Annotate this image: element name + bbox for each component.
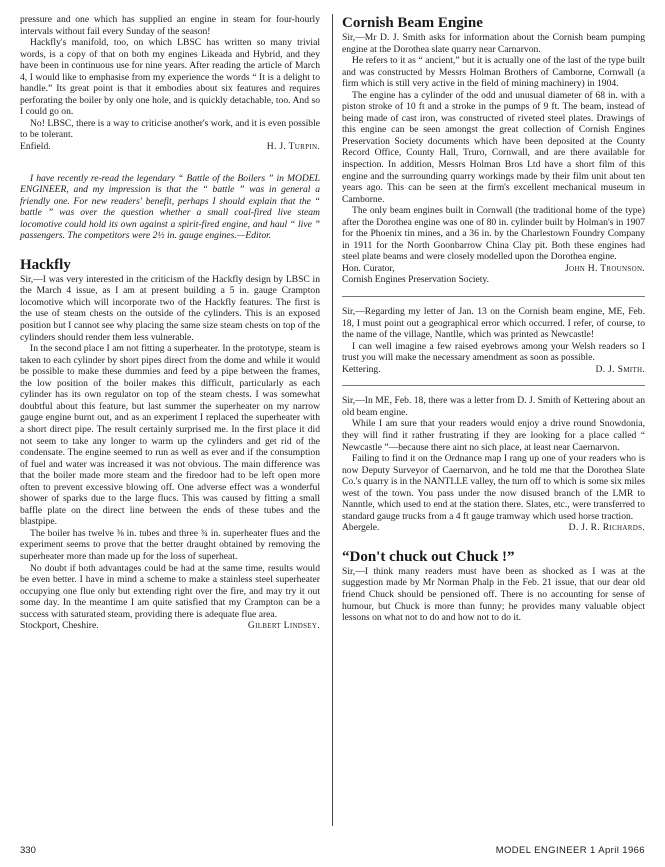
letter-place: Stockport, Cheshire. xyxy=(20,620,99,632)
section-heading-hackfly: Hackfly xyxy=(20,256,71,273)
richards-paragraph: While I am sure that your readers would enjoy a drive round Snowdonia, they will find it rather frustrating if they are looking for a place called “ Newcastle ”—because there aint no sich place, at least near Caernarvon. xyxy=(342,418,645,453)
hackfly-paragraph: Sir,—I was very interested in the criticism of the Hackfly design by LBSC in the March 4 issue, as I am at present building a 5 in. gauge Crampton locomotive which will incorporate two of the Hackfly features. The first is the use of steam chests on the outside of the cylinders. This is an exposed position but I cannot see why placing the same size steam chests on top of the cylinders should render them less vulnerable. xyxy=(20,273,320,343)
page-number: 330 xyxy=(20,845,36,856)
section-heading-cornish-beam-engine: Cornish Beam Engine xyxy=(342,15,483,31)
chuck-paragraph: Sir,—I think many readers must have been as shocked as I was at the suggestion made by Mr Norman Phalp in the Feb. 21 issue, that our dear old friend Chuck should be pensioned off. There is no accounting for sense of humour, but Chuck is more than funny; he provides many valuable object lessons on what not to do and how not to do it. xyxy=(342,565,645,624)
hackfly-paragraph: The boiler has twelve ⅜ in. tubes and three ¾ in. superheater flues and the experiment seems to prove that the better draught obtained by removing the superheater more than made up for the loss of superheat. xyxy=(20,527,320,562)
column-divider xyxy=(332,14,333,826)
page-footer xyxy=(20,845,645,859)
letter-signature: H. J. Turpin. xyxy=(266,141,320,153)
cornish-signature-line xyxy=(342,263,645,275)
letter-signature: D. J. Smith. xyxy=(595,363,645,375)
hackfly-signature-line xyxy=(20,620,320,632)
smith-signature-line xyxy=(342,364,645,376)
cornish-paragraph: Sir,—Mr D. J. Smith asks for information about the Cornish beam pumping engine at the Dorothea slate quarry near Carnarvon. xyxy=(342,32,645,55)
editor-note xyxy=(20,173,320,242)
right-column xyxy=(342,14,645,624)
cornish-paragraph: The only beam engines built in Cornwall (the traditional home of the type) after the Dorothea engine was one of 80 in. cylinder built by Holman's in 1907 for the Phoenix tin mines, and a 36 in. by the Charlestown Foundry Company in 1911 for the North Goonbarrow China Clay pit. Both these engines had steel plate beams and were closely modelled upon the Dorothea engine. xyxy=(342,205,645,263)
section-heading-dont-chuck-out-chuck: “Don't chuck out Chuck !” xyxy=(342,548,515,565)
cornish-paragraph: The engine has a cylinder of the odd and unusual diameter of 68 in. with a piston stroke of 10 ft and a stroke in the pumps of 9 ft. The beam, instead of being made of cast iron, was constructed of riveted steel plates. Drawings of this engine can be seen amongst the great collection of Cornish Engines Preservation Society documents which have been deposited at the County Record Office, County Hall, Truro, Cornwall, and are there available for inspection. In addition, Messrs Holman Bros Ltd have a short film of this engine and the surrounding quarry workings made by their film unit about ten years ago. This can be seen at the firm's excellent mechanical museum in Camborne. xyxy=(342,89,645,205)
letter-place: Kettering. xyxy=(342,363,381,375)
smith-paragraph: I can well imagine a few raised eyebrows among your Welsh readers so I trust you will make the necessary amendment as soon as possible. xyxy=(342,340,645,364)
letter-continuation-paragraph: pressure and one which has supplied an engine in steam for four-hourly intervals without fail every Sunday of the season! xyxy=(20,14,320,37)
letter-signature: John H. Trounson. xyxy=(564,262,645,274)
signatory-title: Hon. Curator, xyxy=(342,262,395,274)
editor-note-text: I have recently re-read the legendary “ Battle of the Boilers ” in MODEL ENGINEER, and my impression is that the “ battle ” was in general a friendly one. For new readers' benefit, perhaps I should explain that the “ battle ” was over the question whether a small coal-fired live steam locomotive could hold its own against a spirit-fired engine, and haul “ live ” passengers. The competitors were 2½ in. gauge engines.—Editor. xyxy=(20,172,320,242)
smith-paragraph: Sir,—Regarding my letter of Jan. 13 on the Cornish beam engine, ME, Feb. 18, I must point out a geographical error which occurred. I refer, of course, to the name of the village, Nantlle, which was printed as Newcastle! xyxy=(342,306,645,341)
hackfly-paragraph: No doubt if both advantages could be had at the same time, results would be even better. I have in mind a scheme to make a stainless steel superheater occupying one flue only but extending right over the fire, and may try it out some day. In the meantime I am quite satisfied that my Crampton can be a success with saturated steam, providing there is adequate flue area. xyxy=(20,562,320,620)
letter-separator xyxy=(342,385,645,386)
letter-place: Abergele. xyxy=(342,522,380,534)
letter-signature: D. J. R. Richards. xyxy=(568,522,645,534)
richards-signature-line xyxy=(342,522,645,534)
cornish-paragraph: He refers to it as “ ancient,” but it is actually one of the last of the type built and was constructed by Messrs Holman Brothers of Camborne, Cornwall (a firm which is still very active in the field of mining machinery) in 1904. xyxy=(342,55,645,90)
magazine-issue: MODEL ENGINEER 1 April 1966 xyxy=(495,845,645,856)
left-column xyxy=(20,14,320,632)
signatory-organisation: Cornish Engines Preservation Society. xyxy=(342,274,489,286)
hackfly-paragraph: In the second place I am not fitting a superheater. In the prototype, steam is taken to each cylinder by short pipes direct from the dome and while it would be possible to make these dummies and feed by a pipe between the frames, the low position of the boiler makes this difficult, particularly as each cylinder has its own regulator on top of the steam chests. I was somewhat doubtful about this feature, but last summer the superheater on my narrow gauge engine burnt out, and as an experiment I replaced the superheater with a short direct pipe. The result certainly surprised me. In the first place it did not seem to take any longer to warm up the cylinders and get rid of the condensate. The engine seemed to run as well as ever and if the consumption of fuel and water was increased it was not obvious. The main difference was that the boiler made more steam and the firedoor had to be left open more often to prevent excessive blowing off. One adverse effect was a wonderful shower of sparks due to the large flucs. This was caused by fitting a small baffle plate on the direct line between the ends of these tubes and the blastpipe. xyxy=(20,343,320,528)
letter-place: Enfield. xyxy=(20,141,51,153)
letter-separator xyxy=(342,296,645,297)
letter-signature: Gilbert Lindsey. xyxy=(247,620,320,632)
letter-continuation-paragraph: No! LBSC, there is a way to criticise another's work, and it is even possible to be tolerant. xyxy=(20,117,321,141)
letter-signature-line xyxy=(20,141,320,153)
richards-paragraph: Failing to find it on the Ordnance map I rang up one of your readers who is now Deputy Surveyor of Caernarvon, and he told me that the Dorothea Slate Co.'s quarry is in the NANTLLE valley, the turn off to which is some six miles west of the town. You pass under the now disused branch of the LMR to Nanntle, which used to end at the station there. Slates, etc., were transferred to standard gauge trucks from a 4 ft gauge tramway which used horse traction. xyxy=(342,453,645,522)
letter-continuation-paragraph: Hackfly's manifold, too, on which LBSC has written so many trivial words, is a copy of that on both my engines Likeada and Hybrid, and they have been in continuous use for nine years. After reading the article of March 4, I would like to emphasise from my experience the words “ It is a delight to handle.” Its great point is that it embodies about six features and requires perforating the boiler by only one hole, and is quickly detachable, too. And so I could go on. xyxy=(20,37,320,118)
richards-paragraph: Sir,—In ME, Feb. 18, there was a letter from D. J. Smith of Kettering about an old beam engine. xyxy=(342,395,645,418)
